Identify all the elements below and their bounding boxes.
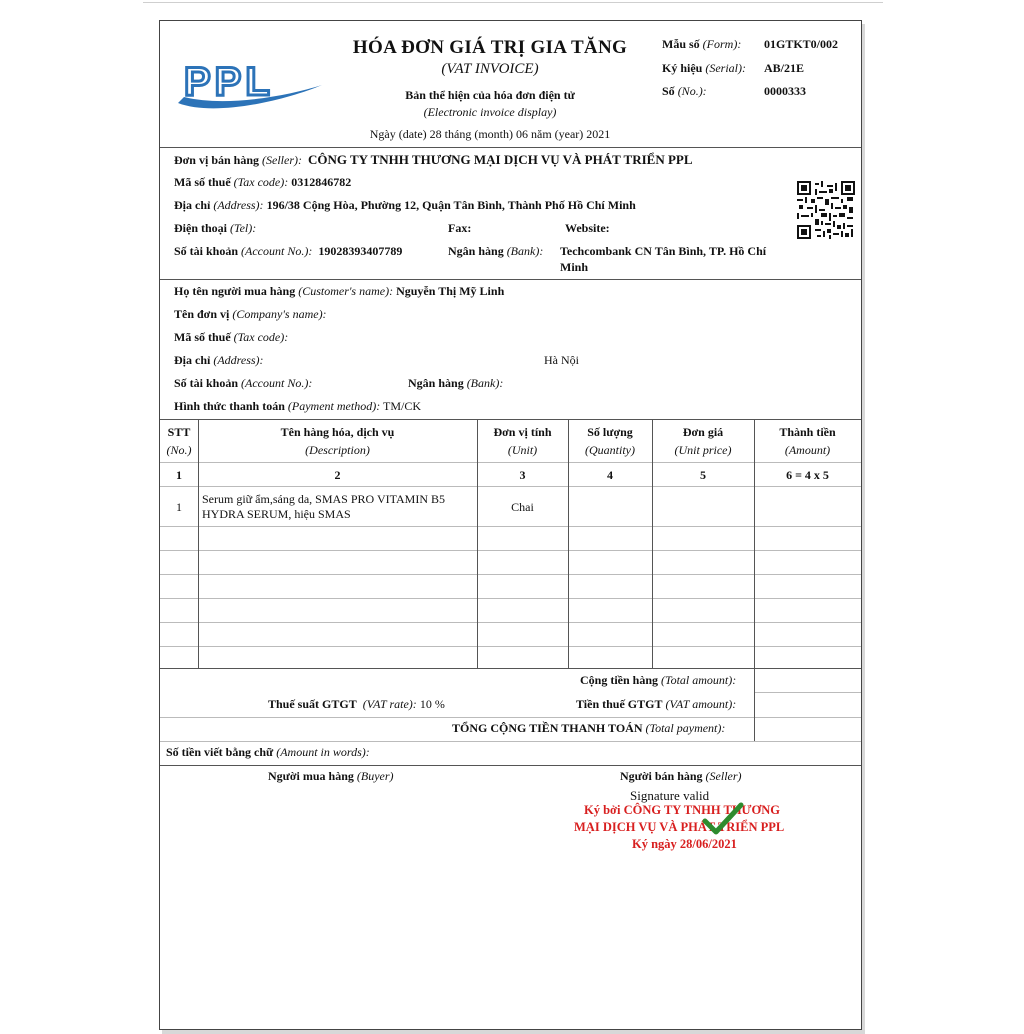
divider-seller bbox=[160, 279, 861, 280]
row-no: 1 bbox=[176, 500, 182, 514]
qr-code bbox=[797, 181, 855, 239]
serial-label: Ký hiệu (Serial): bbox=[662, 61, 746, 75]
form-label: Mẫu số (Form): bbox=[662, 37, 742, 51]
buyer-company-row: Tên đơn vị (Company's name): bbox=[174, 307, 327, 321]
seller-website: Website: bbox=[565, 221, 610, 235]
ppl-logo-icon bbox=[174, 51, 324, 111]
ppl-logo bbox=[174, 51, 324, 111]
col-no-header: STT bbox=[167, 425, 191, 439]
seller-tax-row: Mã số thuế (Tax code): 0312846782 bbox=[174, 175, 352, 189]
table-top-line bbox=[160, 419, 861, 420]
invoice-subtitle: (VAT INVOICE) bbox=[441, 61, 539, 77]
words-line bbox=[160, 765, 861, 766]
signature-valid-text: Signature valid bbox=[630, 788, 710, 803]
col-unit-header: Đơn vị tính bbox=[493, 425, 552, 439]
table-bottom-line bbox=[160, 668, 861, 669]
total-amount-label: Cộng tiền hàng (Total amount): bbox=[580, 673, 737, 687]
signed-by-line2: MẠI DỊCH VỤ VÀ PHÁT TRIỂN PPL bbox=[574, 820, 785, 834]
form-value: 01GTKT0/002 bbox=[764, 37, 839, 51]
page-top-edge bbox=[143, 2, 883, 3]
vat-rate-row: Thuế suất GTGT (VAT rate): 10 % bbox=[268, 697, 445, 711]
display-vi: Bản thể hiện của hóa đơn điện tử bbox=[405, 88, 575, 102]
col-amount-header: Thành tiền bbox=[779, 425, 836, 439]
serial-value: AB/21E bbox=[764, 61, 805, 75]
signature-check-icon bbox=[702, 801, 744, 837]
buyer-signature-label: Người mua hàng (Buyer) bbox=[268, 769, 394, 783]
no-label: Số (No.): bbox=[662, 84, 707, 98]
buyer-account-row: Số tài khoản (Account No.): bbox=[174, 376, 313, 390]
divider-header bbox=[160, 147, 861, 148]
col-quantity-header: Số lượng bbox=[587, 425, 633, 439]
no-value: 0000333 bbox=[764, 84, 806, 98]
col-description-header: Tên hàng hóa, dịch vụ bbox=[280, 425, 395, 439]
buyer-name-row: Họ tên người mua hàng (Customer's name): Nguyễn Thị Mỹ Linh bbox=[174, 284, 505, 298]
invoice-title: HÓA ĐƠN GIÁ TRỊ GIA TĂNG bbox=[352, 37, 628, 58]
table-header-line bbox=[160, 462, 861, 463]
buyer-bank-row: Ngân hàng (Bank): bbox=[408, 376, 504, 390]
seller-bank-line2: Minh bbox=[560, 260, 589, 274]
seller-signature-label: Người bán hàng (Seller) bbox=[620, 769, 742, 783]
seller-name-row: Đơn vị bán hàng (Seller): CÔNG TY TNHH THƯƠNG MẠI DỊCH VỤ VÀ PHÁT TRIỂN PPL bbox=[174, 152, 693, 167]
invoice-frame: PPL HÓA ĐƠN GIÁ TRỊ GIA TĂNG (VAT INVOICE) Bản thể hiện của hóa đơn điện tử (Electronic invoice display) Ngày (date) 28 tháng (month) 06 năm (year) 2021 Mẫu số (Form): 01GTKT0/002 Ký hiệu (Serial): AB/21E Số (No.): 0000333 Đơn vị bán hàng (Seller): CÔNG TY TNHH THƯƠNG MẠI DỊCH VỤ VÀ PHÁT TRIỂN PPL Mã số thuế (Tax code): 0312846782 Địa chỉ (Address): 196/38 Cộng Hòa, Phường 12, Quận Tân Bình, Thành Phố Hồ Chí Minh Điện thoại (Tel): Fax: Website: Số tài khoản (Account No.): 19028393407789 Ngân hàng (Bank): Techcombank CN Tân Bình, TP. Hồ Chí Minh Họ tên người mua hàng (Customer's name): Nguyễn Thị Mỹ Linh Tên đơn vị (Company's name): Mã số thuế (Tax code): Địa chỉ (Address): Hà Nội Số tài khoản (Account No.): Ngân hàng (Bank): Hình thức thanh toán (Payment method): TM/CK STT (No.) Tên hàng hóa, dịch vụ (Description) Đơn vị tính (Unit) Số lượng (Quantity) Đơn giá (Unit price) Thành tiền (Amount) 1 2 3 4 5 6 = 4 x 5 1 Serum giữ ẩm,sáng da, SMAS PRO VITAMIN B5 HYDRA SERUM, hiệu SMAS Chai Cộng tiền hàng (Total amount): Thuế suất GTGT (VAT rate): 10 % Tiền thuế GTGT (VAT amount): TỔNG CỘNG TIỀN THANH TOÁN (Total payment): Số tiền viết bằng chữ (Amount in words): Người mua hàng (Buyer) Người bán hàng (Seller) Signature valid Ký bởi CÔNG TY TNHH THƯƠNG MẠI DỊCH VỤ VÀ PHÁT TRIỂN PPL Ký ngày 28/06/2021 bbox=[159, 20, 862, 1030]
seller-fax: Fax: bbox=[448, 221, 472, 235]
buyer-payment-row: Hình thức thanh toán (Payment method): TM/CK bbox=[174, 399, 422, 413]
seller-bank-line1: Techcombank CN Tân Bình, TP. Hồ Chí bbox=[560, 244, 767, 258]
svg-text:PPL: PPL bbox=[184, 60, 274, 104]
col-price-header: Đơn giá bbox=[682, 425, 724, 439]
buyer-tax-row: Mã số thuế (Tax code): bbox=[174, 330, 289, 344]
invoice-date: Ngày (date) 28 tháng (month) 06 năm (year) 2021 bbox=[369, 127, 611, 141]
seller-tel-row: Điện thoại (Tel): bbox=[174, 221, 257, 235]
signed-by-line1: Ký bởi CÔNG TY TNHH THƯƠNG bbox=[584, 803, 780, 817]
vat-amount-label: Tiền thuế GTGT (VAT amount): bbox=[576, 697, 737, 711]
signed-date: Ký ngày 28/06/2021 bbox=[632, 837, 737, 851]
seller-address-row: Địa chỉ (Address): 196/38 Cộng Hòa, Phường 12, Quận Tân Bình, Thành Phố Hồ Chí Minh bbox=[174, 198, 636, 212]
seller-bank-label: Ngân hàng (Bank): bbox=[448, 244, 544, 258]
amount-in-words-row: Số tiền viết bằng chữ (Amount in words): bbox=[166, 745, 370, 759]
row-unit: Chai bbox=[511, 500, 534, 514]
buyer-address-row: Địa chỉ (Address): bbox=[174, 353, 264, 367]
grand-total-label: TỔNG CỘNG TIỀN THANH TOÁN (Total payment): bbox=[452, 721, 726, 735]
qr-code-icon bbox=[797, 181, 855, 239]
table-index-line bbox=[160, 486, 861, 487]
row-desc-line2: HYDRA SERUM, hiệu SMAS bbox=[202, 507, 351, 521]
row-desc-line1: Serum giữ ẩm,sáng da, SMAS PRO VITAMIN B5 bbox=[202, 492, 445, 506]
buyer-address-city: Hà Nội bbox=[544, 353, 579, 367]
display-en: (Electronic invoice display) bbox=[423, 105, 557, 119]
seller-account-row: Số tài khoản (Account No.): 19028393407789 bbox=[174, 244, 403, 258]
